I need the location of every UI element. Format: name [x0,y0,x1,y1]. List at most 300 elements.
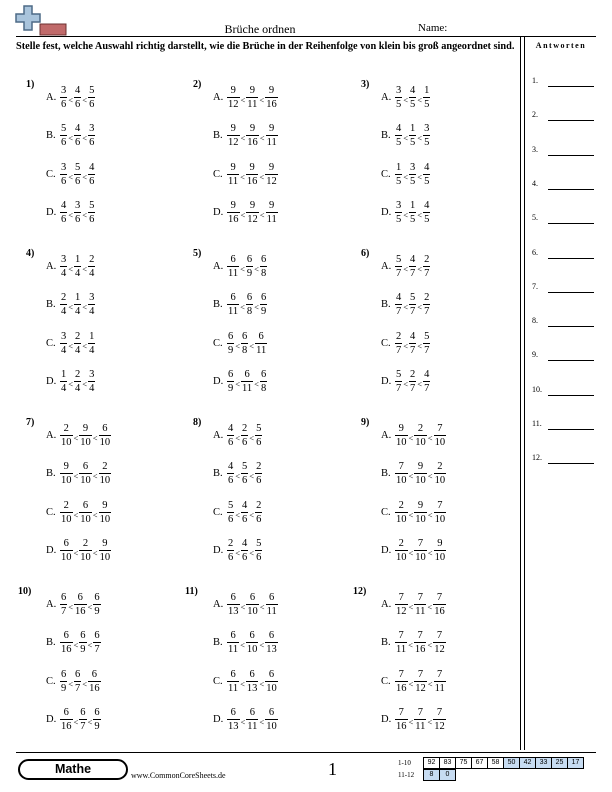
numerator: 7 [437,422,443,434]
answer-slot[interactable] [532,316,594,328]
denominator: 5 [410,98,416,110]
fraction [433,629,446,656]
numerator: 2 [82,537,89,549]
numerator: 2 [410,368,416,380]
fraction [88,368,95,395]
numerator: 6 [228,330,234,342]
denominator: 4 [75,344,81,356]
fraction [227,591,240,618]
answer-slot[interactable] [532,110,594,122]
less-than-sign: < [254,263,259,274]
denominator: 16 [414,643,426,655]
fraction [227,499,234,526]
numerator: 4 [228,460,234,472]
denominator: 13 [266,643,277,655]
fraction [423,84,430,111]
fraction [246,84,258,111]
option-letter: B. [213,636,223,648]
denominator: 7 [424,305,430,317]
numerator: 3 [89,122,95,134]
less-than-sign: < [73,547,79,558]
numerator: 6 [246,291,253,303]
denominator: 6 [256,436,262,448]
fraction [60,499,73,526]
option-letter: C. [381,506,391,518]
fraction [88,122,95,149]
numerator: 2 [256,499,262,511]
fraction [88,291,95,318]
fraction [409,122,416,149]
denominator: 12 [228,136,239,148]
denominator: 11 [266,213,277,225]
fraction [395,368,402,395]
numerator: 6 [230,668,236,680]
option-c [46,495,111,529]
numerator: 4 [424,199,430,211]
numerator: 6 [80,629,86,641]
denominator: 10 [61,551,72,563]
fraction [423,199,430,226]
option-c [46,157,95,191]
option-letter: B. [46,636,56,648]
fraction [395,422,408,449]
numerator: 2 [424,291,430,303]
fraction [79,422,92,449]
numerator: 6 [230,629,236,641]
fraction [60,706,73,733]
fraction [260,368,267,395]
answer-slot[interactable] [532,282,594,294]
numerator: 6 [242,330,248,342]
numerator: 9 [230,122,236,134]
denominator: 4 [89,382,95,394]
less-than-sign: < [403,132,409,143]
fraction [255,422,262,449]
numerator: 6 [244,368,250,380]
fraction [265,84,278,111]
denominator: 6 [242,436,248,448]
less-than-sign: < [68,340,74,351]
fraction [60,291,67,318]
numerator: 1 [410,122,416,134]
option-c [46,664,101,698]
problem-number: 1) [26,79,35,90]
denominator: 6 [75,175,81,187]
numerator: 1 [396,161,402,173]
fraction [246,253,253,280]
denominator: 5 [424,136,430,148]
denominator: 6 [61,136,67,148]
denominator: 10 [415,551,426,563]
numerator: 9 [437,537,443,549]
numerator: 5 [256,537,262,549]
denominator: 11 [256,344,267,356]
problem-number: 12) [353,586,367,597]
answer-line[interactable] [548,395,594,396]
fraction [241,537,248,564]
problem-number: 4) [26,248,35,259]
numerator: 9 [249,199,256,211]
option-d [46,364,95,398]
numerator: 6 [94,706,100,718]
numerator: 5 [228,499,234,511]
numerator: 9 [269,122,275,134]
denominator: 16 [266,98,277,110]
score-cell: 25 [551,757,568,769]
numerator: 9 [230,161,236,173]
fraction [395,460,408,487]
option-letter: A. [46,429,57,441]
numerator: 9 [63,460,69,472]
denominator: 10 [434,513,446,525]
numerator: 6 [82,499,89,511]
option-letter: B. [213,129,223,141]
answer-slot[interactable] [532,419,594,431]
option-d [46,195,95,229]
fraction [423,291,430,318]
less-than-sign: < [92,547,98,558]
option-letter: A. [381,91,392,103]
answer-line[interactable] [548,86,594,87]
option-letter: C. [46,506,56,518]
answer-line[interactable] [548,326,594,327]
numerator: 4 [410,253,416,265]
less-than-sign: < [417,340,423,351]
fraction [409,253,416,280]
numerator: 1 [410,199,416,211]
denominator: 6 [256,474,262,486]
less-than-sign: < [82,340,88,351]
denominator: 10 [99,474,111,486]
denominator: 6 [256,551,262,563]
less-than-sign: < [408,601,414,612]
option-d [381,364,430,398]
denominator: 8 [246,305,253,317]
numerator: 3 [75,199,81,211]
fraction [60,122,67,149]
answer-line[interactable] [548,360,594,361]
denominator: 5 [424,98,430,110]
less-than-sign: < [417,94,423,105]
option-c [381,664,446,698]
name-label: Name: [418,22,448,34]
score-cell: 0 [439,769,456,781]
fraction [60,629,73,656]
problem-number: 11) [185,586,198,597]
option-b [381,625,446,659]
answer-slot[interactable] [532,179,594,191]
numerator: 2 [417,422,424,434]
answer-number: 12. [532,453,542,462]
option-a [381,249,430,283]
option-b [46,456,111,490]
less-than-sign: < [235,432,241,443]
fraction [227,84,240,111]
fraction [414,591,426,618]
numerator: 9 [268,161,275,173]
fraction [414,460,427,487]
less-than-sign: < [408,716,414,727]
fraction [409,161,416,188]
numerator: 1 [75,291,81,303]
denominator: 16 [247,136,258,148]
numerator: 7 [398,629,404,641]
less-than-sign: < [249,509,255,520]
option-d [46,702,101,736]
option-letter: B. [381,467,391,479]
fraction [414,629,427,656]
numerator: 4 [75,84,81,96]
denominator: 16 [396,682,407,694]
less-than-sign: < [240,209,246,220]
answer-number: 2. [532,110,538,119]
numerator: 9 [417,499,424,511]
fraction [99,422,112,449]
fraction [241,368,253,395]
numerator: 6 [63,537,69,549]
numerator: 9 [249,122,256,134]
answer-line[interactable] [548,429,594,430]
fraction [265,668,278,695]
fraction [227,537,234,564]
denominator: 16 [75,605,86,617]
numerator: 9 [230,84,236,96]
fraction [409,199,416,226]
less-than-sign: < [87,601,93,612]
denominator: 6 [89,175,95,187]
less-than-sign: < [403,340,409,351]
less-than-sign: < [408,678,414,689]
less-than-sign: < [427,470,433,481]
less-than-sign: < [408,547,414,558]
denominator: 4 [75,305,81,317]
denominator: 10 [80,551,91,563]
denominator: 16 [434,605,445,617]
denominator: 12 [415,682,426,694]
option-letter: A. [46,598,57,610]
option-letter: C. [46,337,56,349]
numerator: 2 [396,330,402,342]
denominator: 9 [94,720,100,732]
numerator: 9 [249,84,255,96]
numerator: 1 [61,368,67,380]
fraction [227,668,239,695]
denominator: 12 [434,720,445,732]
option-d [213,364,267,398]
answer-line[interactable] [548,120,594,121]
less-than-sign: < [259,171,265,182]
less-than-sign: < [73,509,79,520]
option-d [213,702,278,736]
denominator: 13 [228,720,239,732]
denominator: 13 [246,682,258,694]
denominator: 10 [434,551,446,563]
fraction [79,460,92,487]
fraction [423,161,430,188]
option-letter: B. [381,298,391,310]
fraction [227,422,234,449]
option-c [46,326,95,360]
answer-line[interactable] [548,189,594,190]
less-than-sign: < [240,639,245,650]
denominator: 9 [94,605,100,617]
less-than-sign: < [240,94,246,105]
less-than-sign: < [259,94,265,105]
numerator: 5 [396,368,402,380]
numerator: 6 [82,460,89,472]
numerator: 2 [63,499,69,511]
option-c [381,326,430,360]
denominator: 6 [242,474,248,486]
answer-number: 9. [532,350,538,359]
denominator: 7 [61,605,67,617]
numerator: 3 [410,161,416,173]
option-letter: C. [381,675,391,687]
answer-slot[interactable] [532,145,594,157]
answer-slot[interactable] [532,385,594,397]
fraction [74,199,81,226]
denominator: 10 [61,513,72,525]
option-letter: D. [381,713,392,725]
option-letter: C. [213,506,223,518]
fraction [265,629,278,656]
numerator: 7 [437,668,443,680]
website-link[interactable]: www.CommonCoreSheets.de [131,771,226,780]
numerator: 6 [94,629,100,641]
numerator: 7 [437,499,443,511]
answer-number: 10. [532,385,542,394]
denominator: 10 [246,643,258,655]
fraction [93,591,100,618]
fraction [395,291,402,318]
numerator: 7 [436,629,443,641]
less-than-sign: < [235,470,241,481]
option-a [46,80,95,114]
answer-line[interactable] [548,223,594,224]
fraction [99,460,112,487]
problem-number: 2) [193,79,202,90]
fraction [434,422,447,449]
less-than-sign: < [68,601,74,612]
denominator: 10 [396,551,407,563]
less-than-sign: < [235,340,241,351]
option-b [381,118,430,152]
denominator: 5 [410,175,416,187]
option-letter: D. [213,206,224,218]
less-than-sign: < [73,432,79,443]
denominator: 11 [434,682,445,694]
fraction [395,330,402,357]
fraction [414,499,427,526]
option-letter: B. [46,298,56,310]
denominator: 7 [410,267,416,279]
less-than-sign: < [240,171,245,182]
answer-line[interactable] [548,258,594,259]
option-letter: A. [381,260,392,272]
answer-slot[interactable] [532,453,594,465]
fraction [60,84,67,111]
fraction [60,199,67,226]
denominator: 16 [61,720,72,732]
fraction [414,422,427,449]
option-letter: C. [381,337,391,349]
answer-slot[interactable] [532,248,594,260]
fraction [60,368,67,395]
numerator: 6 [63,706,69,718]
fraction [434,537,447,564]
numerator: 6 [260,368,267,380]
denominator: 8 [260,267,267,279]
fraction [246,706,258,733]
numerator: 3 [61,330,67,342]
fraction [395,706,408,733]
option-a [381,80,430,114]
numerator: 7 [398,706,404,718]
option-b [46,287,95,321]
denominator: 13 [228,605,239,617]
less-than-sign: < [417,171,423,182]
answer-line[interactable] [548,155,594,156]
denominator: 11 [228,267,239,279]
less-than-sign: < [403,209,409,220]
less-than-sign: < [259,132,265,143]
numerator: 6 [230,706,236,718]
denominator: 6 [242,551,248,563]
less-than-sign: < [254,378,259,389]
less-than-sign: < [417,263,423,274]
option-b [46,118,95,152]
answer-line[interactable] [548,292,594,293]
answer-slot[interactable] [532,213,594,225]
numerator: 7 [417,706,423,718]
answer-line[interactable] [548,463,594,464]
problem-number: 3) [361,79,370,90]
answer-number: 1. [532,76,538,85]
fraction [60,537,73,564]
denominator: 6 [61,213,67,225]
score-cell: 92 [423,757,440,769]
answer-slot[interactable] [532,350,594,362]
denominator: 4 [61,267,67,279]
fraction [434,668,446,695]
numerator: 7 [417,537,424,549]
denominator: 10 [396,474,407,486]
answer-slot[interactable] [532,76,594,88]
fraction [395,84,402,111]
numerator: 2 [398,537,404,549]
fraction [74,84,81,111]
denominator: 7 [424,344,430,356]
option-b [213,456,262,490]
less-than-sign: < [403,94,409,105]
fraction [227,122,240,149]
less-than-sign: < [68,132,74,143]
numerator: 2 [228,537,234,549]
fraction [395,499,408,526]
less-than-sign: < [417,378,423,389]
less-than-sign: < [403,301,409,312]
less-than-sign: < [259,678,265,689]
numerator: 6 [228,368,234,380]
numerator: 6 [63,629,69,641]
numerator: 6 [91,668,97,680]
denominator: 7 [396,344,402,356]
less-than-sign: < [235,547,241,558]
denominator: 7 [396,267,402,279]
numerator: 4 [89,161,95,173]
numerator: 5 [75,161,81,173]
denominator: 4 [61,344,67,356]
